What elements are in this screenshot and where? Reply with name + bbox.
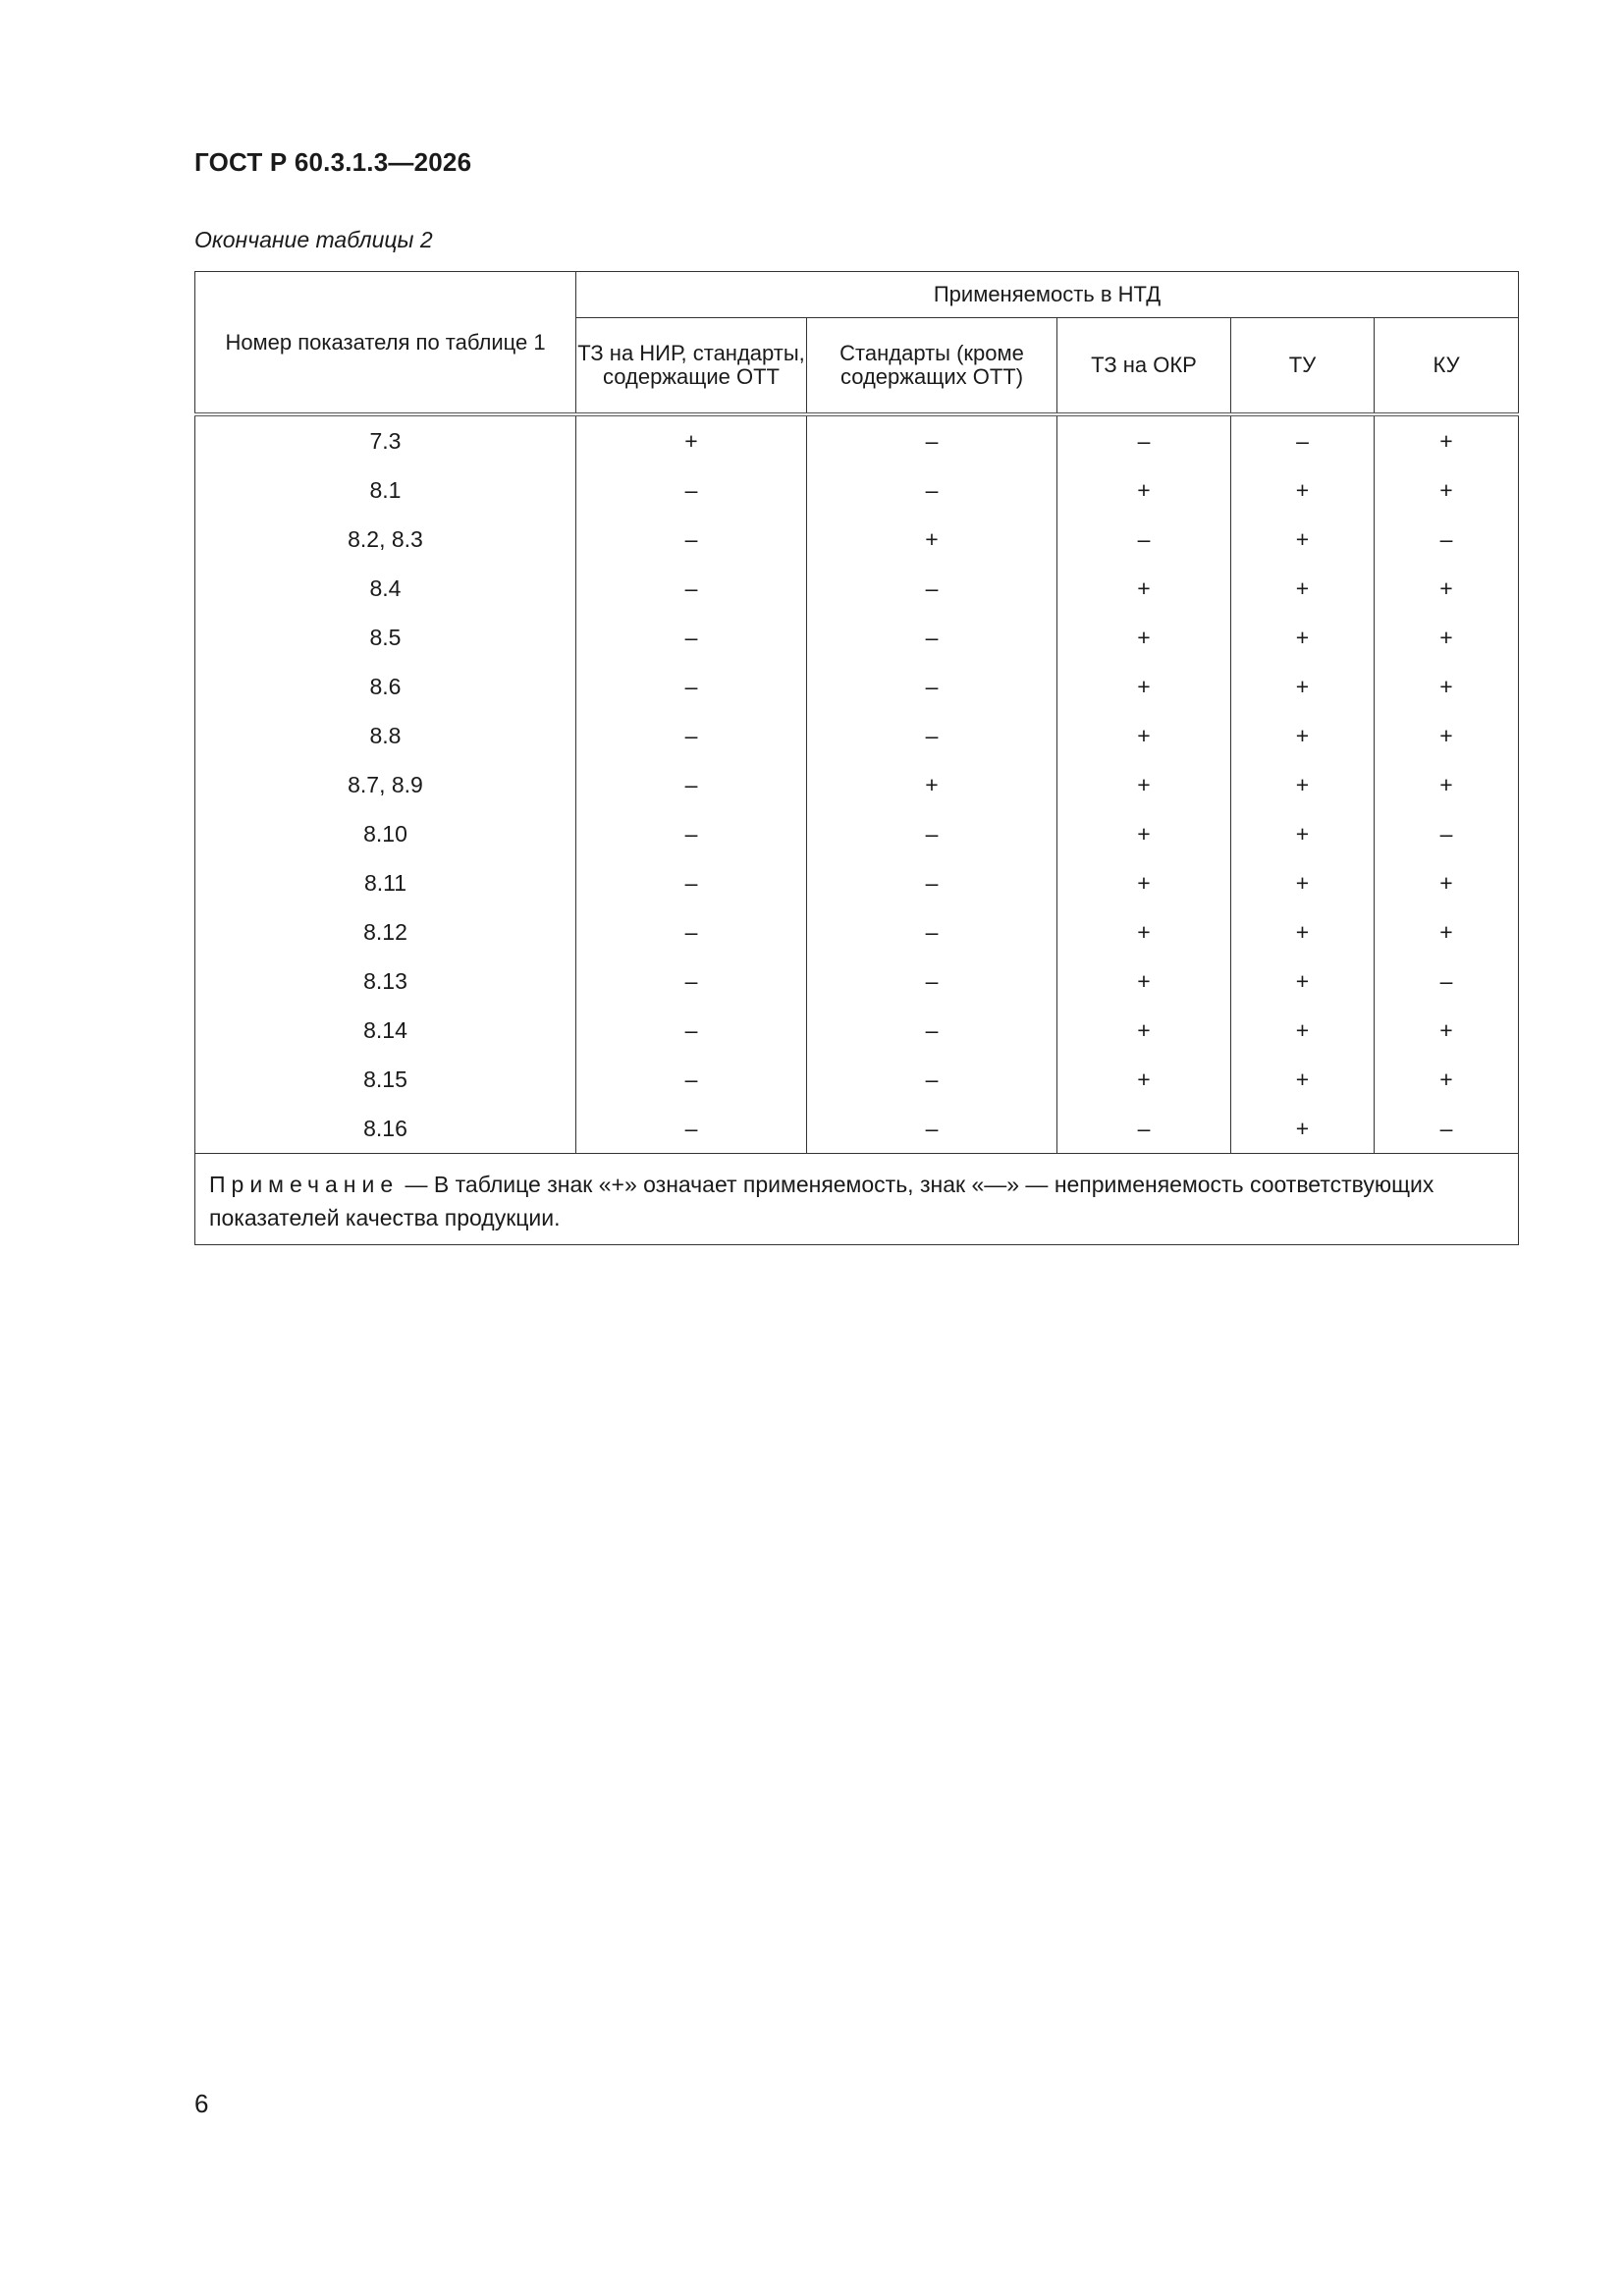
table-row [195, 564, 1519, 613]
applicability-mark-standards: – [807, 1055, 1057, 1104]
indicator-number-cell: 8.4 [195, 564, 576, 613]
applicability-mark-tz-okr: + [1057, 662, 1231, 711]
applicability-mark-ku: + [1375, 414, 1519, 465]
table-row [195, 1006, 1519, 1055]
table-row [195, 907, 1519, 957]
indicator-column-header: Номер показателя по таблице 1 [195, 272, 576, 415]
applicability-mark-standards: + [807, 515, 1057, 564]
applicability-mark-standards: – [807, 907, 1057, 957]
column-header-tu: ТУ [1231, 318, 1375, 415]
applicability-mark-tz-nir: – [576, 613, 807, 662]
applicability-mark-tz-nir: – [576, 564, 807, 613]
applicability-mark-tz-nir: – [576, 711, 807, 760]
applicability-mark-standards: – [807, 1006, 1057, 1055]
applicability-mark-tu: + [1231, 907, 1375, 957]
table-caption: Окончание таблицы 2 [194, 227, 433, 252]
applicability-mark-tu: + [1231, 858, 1375, 907]
applicability-mark-standards: – [807, 809, 1057, 858]
applicability-mark-ku: + [1375, 907, 1519, 957]
applicability-mark-standards: – [807, 613, 1057, 662]
applicability-mark-tu: + [1231, 564, 1375, 613]
indicator-number-cell: 8.12 [195, 907, 576, 957]
applicability-mark-tu: + [1231, 957, 1375, 1006]
indicator-number-cell: 8.8 [195, 711, 576, 760]
note-text: — В таблице знак «+» означает применяемость, знак «—» — неприменяемость соответствующих показателей качества продукции. [209, 1172, 1434, 1230]
applicability-mark-ku: – [1375, 957, 1519, 1006]
applicability-mark-tu: + [1231, 1006, 1375, 1055]
applicability-mark-ku: + [1375, 858, 1519, 907]
table-row [195, 662, 1519, 711]
applicability-mark-standards: – [807, 858, 1057, 907]
table-head [195, 272, 1519, 415]
table-row [195, 858, 1519, 907]
table-row [195, 809, 1519, 858]
applicability-mark-tz-okr: + [1057, 613, 1231, 662]
table-row [195, 957, 1519, 1006]
applicability-mark-tu: + [1231, 1055, 1375, 1104]
table-row [195, 414, 1519, 465]
applicability-mark-ku: – [1375, 515, 1519, 564]
table-row [195, 1104, 1519, 1154]
applicability-mark-tz-okr: – [1057, 515, 1231, 564]
indicator-number-cell: 8.16 [195, 1104, 576, 1154]
indicator-number-cell: 8.2, 8.3 [195, 515, 576, 564]
applicability-mark-standards: – [807, 662, 1057, 711]
applicability-mark-tz-okr: + [1057, 809, 1231, 858]
table-note [195, 1154, 1519, 1245]
applicability-mark-tz-okr: – [1057, 414, 1231, 465]
applicability-mark-tz-nir: – [576, 858, 807, 907]
applicability-mark-tz-nir: + [576, 414, 807, 465]
applicability-mark-tu: + [1231, 809, 1375, 858]
applicability-mark-tu: + [1231, 515, 1375, 564]
applicability-mark-tz-okr: + [1057, 1006, 1231, 1055]
applicability-mark-ku: + [1375, 613, 1519, 662]
applicability-mark-ku: + [1375, 662, 1519, 711]
indicator-number-cell: 8.10 [195, 809, 576, 858]
indicator-number-cell: 8.6 [195, 662, 576, 711]
table-note-row [195, 1154, 1519, 1245]
indicator-number-cell: 8.5 [195, 613, 576, 662]
applicability-mark-standards: – [807, 711, 1057, 760]
applicability-mark-tz-okr: + [1057, 1055, 1231, 1104]
applicability-mark-ku: – [1375, 1104, 1519, 1154]
applicability-mark-tu: – [1231, 414, 1375, 465]
applicability-mark-tz-okr: + [1057, 711, 1231, 760]
applicability-mark-tz-nir: – [576, 907, 807, 957]
page-number: 6 [194, 2089, 209, 2118]
applicability-mark-ku: + [1375, 711, 1519, 760]
applicability-mark-tz-okr: + [1057, 907, 1231, 957]
column-header-tz-nir: ТЗ на НИР, стандарты, содержащие ОТТ [576, 318, 807, 415]
indicator-number-cell: 8.7, 8.9 [195, 760, 576, 809]
applicability-group-header: Применяемость в НТД [576, 272, 1519, 318]
applicability-mark-tz-okr: + [1057, 465, 1231, 515]
indicator-number-cell: 8.13 [195, 957, 576, 1006]
applicability-mark-tz-nir: – [576, 760, 807, 809]
applicability-mark-standards: – [807, 564, 1057, 613]
indicator-number-cell: 8.15 [195, 1055, 576, 1104]
applicability-mark-standards: – [807, 957, 1057, 1006]
applicability-mark-ku: + [1375, 760, 1519, 809]
table-row [195, 515, 1519, 564]
indicator-number-cell: 8.1 [195, 465, 576, 515]
applicability-mark-standards: – [807, 465, 1057, 515]
table-row [195, 760, 1519, 809]
applicability-mark-ku: + [1375, 1006, 1519, 1055]
applicability-mark-tz-okr: + [1057, 564, 1231, 613]
applicability-mark-tz-nir: – [576, 1104, 807, 1154]
applicability-table-container [194, 271, 1518, 1245]
applicability-mark-tu: + [1231, 613, 1375, 662]
applicability-mark-standards: – [807, 1104, 1057, 1154]
applicability-mark-tz-nir: – [576, 465, 807, 515]
applicability-mark-tu: + [1231, 760, 1375, 809]
applicability-mark-tz-nir: – [576, 515, 807, 564]
applicability-mark-tu: + [1231, 711, 1375, 760]
indicator-number-cell: 7.3 [195, 414, 576, 465]
table-row [195, 613, 1519, 662]
applicability-mark-tz-okr: – [1057, 1104, 1231, 1154]
applicability-mark-tu: + [1231, 1104, 1375, 1154]
applicability-mark-ku: + [1375, 564, 1519, 613]
applicability-mark-tz-nir: – [576, 809, 807, 858]
applicability-mark-standards: – [807, 414, 1057, 465]
note-label: Примечание [209, 1172, 400, 1197]
applicability-mark-tz-nir: – [576, 957, 807, 1006]
applicability-mark-tz-nir: – [576, 662, 807, 711]
indicator-number-cell: 8.11 [195, 858, 576, 907]
column-header-ku: КУ [1375, 318, 1519, 415]
applicability-mark-tz-okr: + [1057, 957, 1231, 1006]
applicability-mark-tz-okr: + [1057, 760, 1231, 809]
document-header: ГОСТ Р 60.3.1.3—2026 [194, 147, 472, 177]
applicability-mark-standards: + [807, 760, 1057, 809]
column-header-tz-okr: ТЗ на ОКР [1057, 318, 1231, 415]
table-body [195, 414, 1519, 1154]
applicability-mark-tu: + [1231, 465, 1375, 515]
applicability-table [194, 271, 1519, 1245]
applicability-mark-tu: + [1231, 662, 1375, 711]
table-row [195, 465, 1519, 515]
applicability-mark-tz-nir: – [576, 1006, 807, 1055]
applicability-mark-ku: + [1375, 1055, 1519, 1104]
applicability-mark-ku: + [1375, 465, 1519, 515]
applicability-mark-tz-nir: – [576, 1055, 807, 1104]
applicability-mark-tz-okr: + [1057, 858, 1231, 907]
column-header-standards: Стандарты (кроме содержащих ОТТ) [807, 318, 1057, 415]
table-row [195, 711, 1519, 760]
table-header-row-1 [195, 272, 1519, 318]
applicability-mark-ku: – [1375, 809, 1519, 858]
table-row [195, 1055, 1519, 1104]
indicator-number-cell: 8.14 [195, 1006, 576, 1055]
